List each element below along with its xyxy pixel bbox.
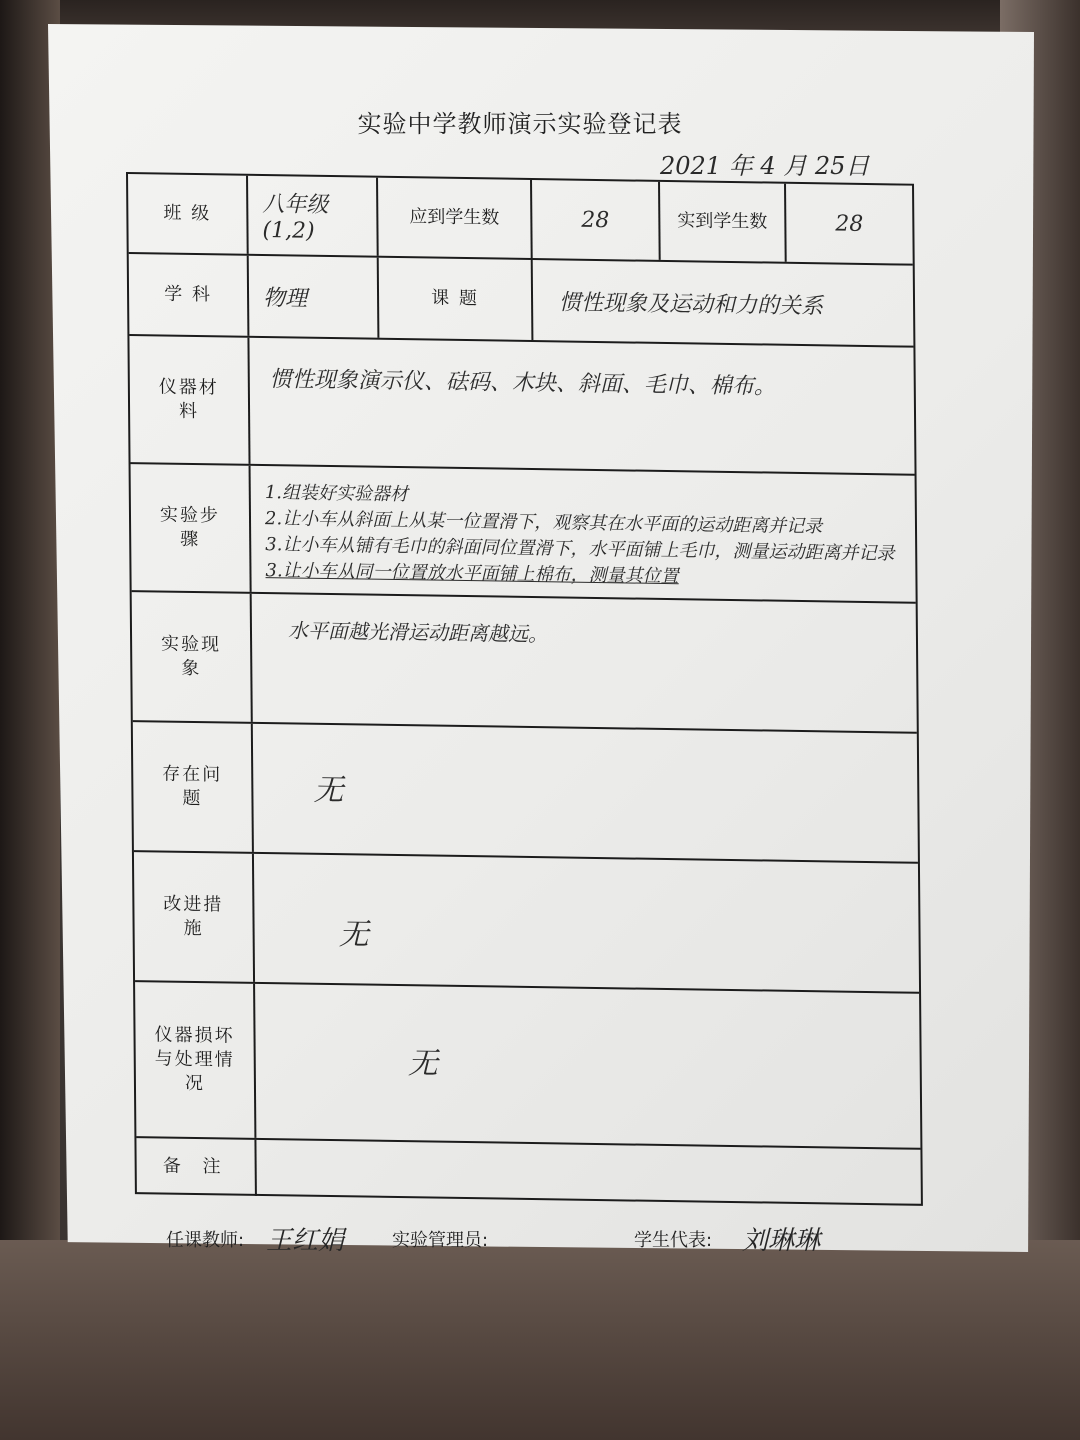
table-row-materials bbox=[129, 336, 914, 476]
table-row-damage bbox=[135, 982, 920, 1150]
remarks-label: 备 注 bbox=[136, 1138, 256, 1196]
steps-list bbox=[265, 480, 906, 594]
student-rep-label: 学生代表: bbox=[634, 1230, 713, 1251]
registration-table bbox=[126, 172, 923, 1206]
document-title: 实验中学教师演示实验登记表 bbox=[357, 110, 683, 138]
table-row-steps bbox=[131, 464, 916, 604]
expected-students-label: 应到学生数 bbox=[378, 178, 533, 258]
class-value: 八年级(1,2) bbox=[248, 176, 379, 256]
materials-value: 惯性现象演示仪、砝码、木块、斜面、毛巾、棉布。 bbox=[269, 367, 776, 400]
expected-students-value: 28 bbox=[532, 180, 661, 260]
problems-label: 存在问题 bbox=[133, 722, 254, 852]
improvement-label: 改进措施 bbox=[134, 852, 255, 982]
phenomenon-value: 水平面越光滑运动距离越远。 bbox=[287, 618, 549, 647]
background-table-left bbox=[0, 0, 60, 1440]
table-row-problems bbox=[133, 722, 918, 864]
background-table-bottom bbox=[0, 1240, 1080, 1440]
steps-label: 实验步骤 bbox=[131, 464, 252, 592]
step-line: 2.让小车从斜面上从某一位置滑下，观察其在水平面的运动距离并记录 bbox=[264, 508, 823, 538]
class-label: 班 级 bbox=[128, 174, 249, 254]
table-row-remarks bbox=[136, 1138, 920, 1206]
student-rep-signature: 刘琳琳 bbox=[742, 1226, 821, 1256]
table-row-improvement bbox=[134, 852, 919, 994]
damage-value: 无 bbox=[407, 1046, 438, 1082]
remarks-value bbox=[256, 1140, 916, 1206]
table-row-subject bbox=[129, 254, 914, 348]
improvement-value: 无 bbox=[338, 917, 369, 953]
problems-value: 无 bbox=[313, 772, 344, 809]
date-handwritten: 2021 年 4 月 25日 bbox=[660, 152, 870, 180]
topic-label: 课 题 bbox=[379, 258, 534, 340]
damage-label: 仪器损坏与处理情况 bbox=[135, 982, 256, 1138]
step-line: 3.让小车从同一位置放水平面铺上棉布，测量其位置 bbox=[265, 560, 679, 588]
teacher-label: 任课教师: bbox=[166, 1230, 245, 1251]
step-line: 3.让小车从铺有毛巾的斜面同位置滑下，水平面铺上毛巾，测量运动距离并记录 bbox=[265, 534, 895, 565]
teacher-signature: 王红娟 bbox=[266, 1226, 345, 1256]
subject-value: 物理 bbox=[249, 256, 380, 338]
step-line: 1.组装好实验器材 bbox=[264, 482, 409, 506]
materials-label: 仪器材料 bbox=[129, 336, 250, 464]
topic-value: 惯性现象及运动和力的关系 bbox=[558, 289, 824, 319]
actual-students-value: 28 bbox=[835, 211, 864, 237]
actual-students-label: 实到学生数 bbox=[660, 182, 787, 262]
lab-admin-label: 实验管理员: bbox=[392, 1230, 489, 1251]
subject-label: 学 科 bbox=[129, 254, 250, 336]
table-row-phenomenon bbox=[132, 592, 917, 734]
phenomenon-label: 实验现象 bbox=[132, 592, 253, 722]
table-row-class bbox=[128, 174, 913, 266]
